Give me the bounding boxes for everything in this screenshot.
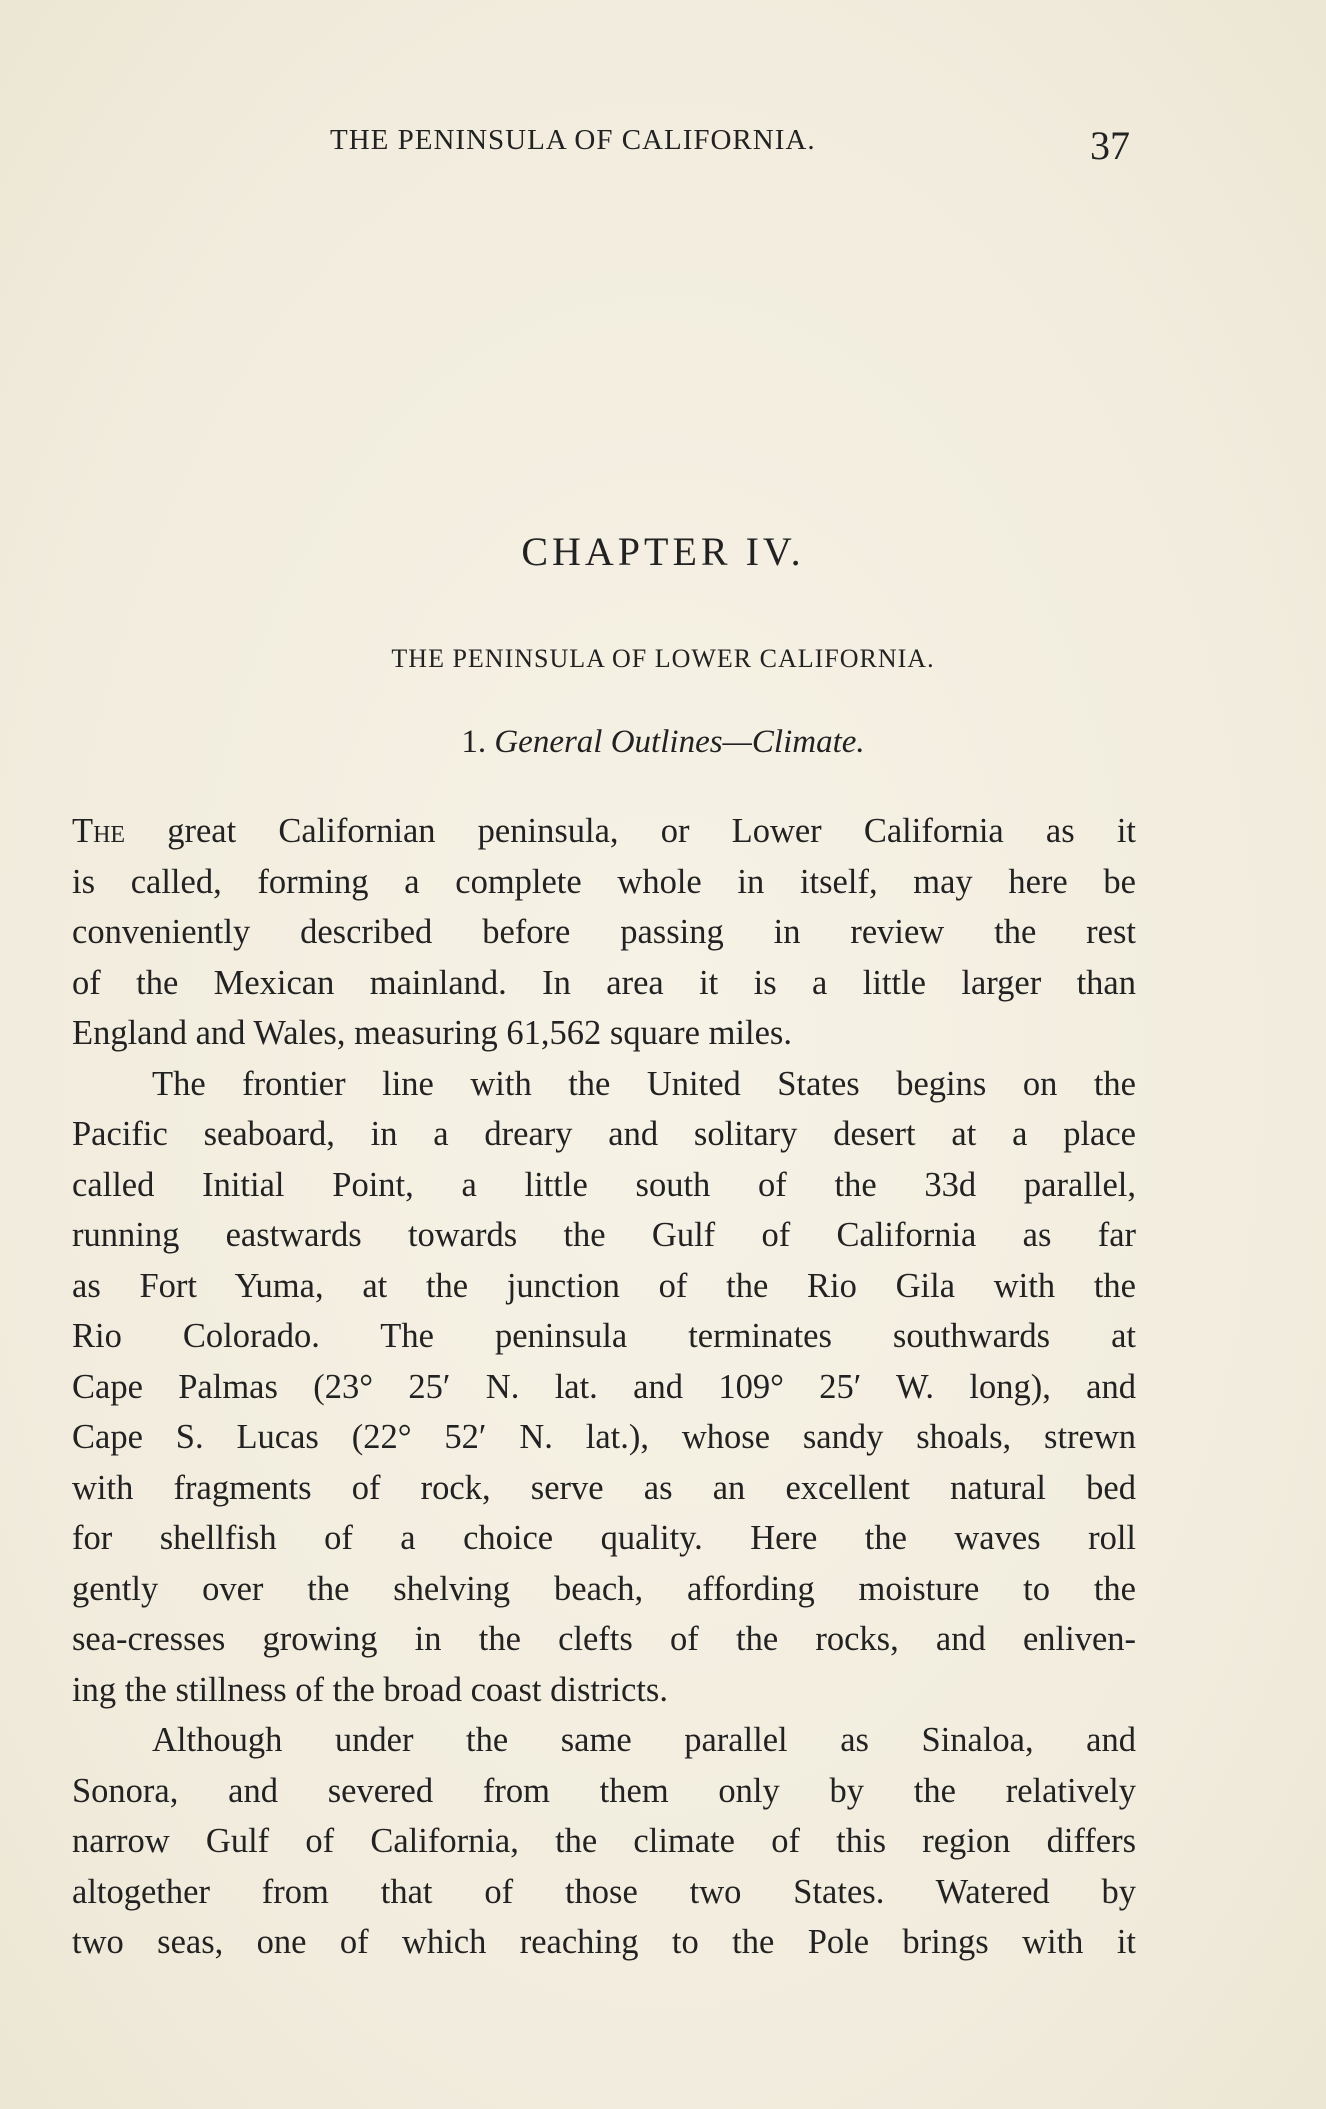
paragraph-first-word: The [72,812,126,850]
chapter-title: CHAPTER IV. [521,529,805,574]
text-line: Rio Colorado. The peninsula terminates southwards at [72,1317,1136,1355]
section-title: THE PENINSULA OF LOWER CALIFORNIA. [391,644,935,673]
subsection-number: 1. [461,724,487,760]
text-line: Cape Palmas (23° 25′ N. lat. and 109° 25′ W. long), and [72,1367,1136,1406]
subsection-title [0,724,1326,761]
text-line: sea-cresses growing in the clefts of the rocks, and enliven- [72,1620,1136,1658]
text-line: Sonora, and severed from them only by the relatively [72,1771,1136,1810]
text-line: conveniently described before passing in review the rest [72,913,1136,951]
text-line: England and Wales, measuring 61,562 square miles. [72,1014,792,1052]
paragraph [72,1059,1136,1716]
text-line: for shellfish of a choice quality. Here the waves roll [72,1519,1136,1557]
text-line: gently over the shelving beach, affording moisture to the [72,1569,1136,1608]
paragraph [72,806,1136,1059]
subsection-heading: General Outlines—Climate. [494,724,865,760]
page-number: 37 [1090,123,1130,168]
running-head: THE PENINSULA OF CALIFORNIA. [330,124,816,156]
text-line: The frontier line with the United States begins on the [152,1064,1136,1103]
text-line: ing the stillness of the broad coast districts. [72,1670,668,1709]
text-line: as Fort Yuma, at the junction of the Rio Gila with the [72,1266,1136,1305]
text-line: with fragments of rock, serve as an excellent natural bed [72,1468,1136,1507]
text-line: Pacific seaboard, in a dreary and solitary desert at a place [72,1115,1136,1153]
text-line: is called, forming a complete whole in itself, may here be [72,862,1136,901]
text-line: called Initial Point, a little south of the 33d parallel, [72,1165,1136,1204]
text-line: of the Mexican mainland. In area it is a little larger than [72,963,1136,1002]
text-line: running eastwards towards the Gulf of California as far [72,1216,1136,1254]
text-line: The great Californian peninsula, or Lower California as it [72,812,1136,850]
text-line: altogether from that of those two States. Watered by [72,1872,1136,1911]
text-line: Although under the same parallel as Sinaloa, and [152,1721,1136,1759]
text-line: narrow Gulf of California, the climate of this region differs [72,1822,1136,1860]
paragraph [72,1715,1136,1968]
body-text [72,806,1136,1968]
text-line: two seas, one of which reaching to the Pole brings with it [72,1923,1136,1961]
text-line: Cape S. Lucas (22° 52′ N. lat.), whose sandy shoals, strewn [72,1418,1136,1456]
